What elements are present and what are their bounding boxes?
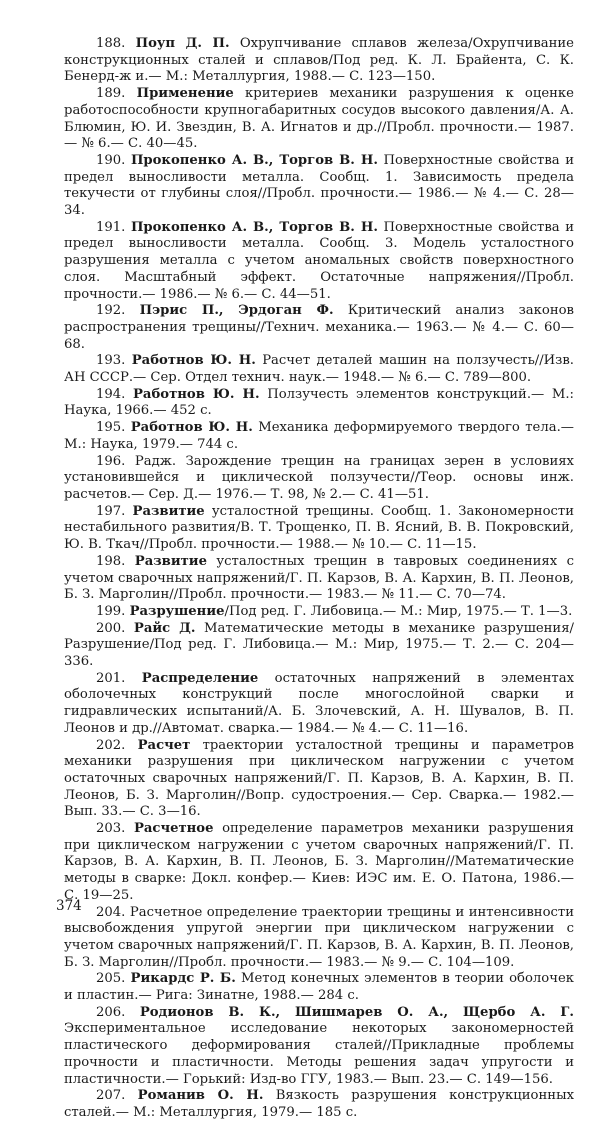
entry-text: Расчетное определение траектории трещины и интенсивности высвобождения упругой энергии при циклическом нагружении с учетом сварочных напряжений/Г. П. Карзов, В. А. Кархин, В. П. Леонов, Б. З. Марголин//Пробл. прочности.— 1983.— № 9.— С. 104—109. xyxy=(64,904,574,970)
entry-author: Райс Д. xyxy=(133,620,196,636)
page-number: 374 xyxy=(56,898,82,914)
entry-text: критериев механики разрушения к оценке работоспособности крупногабаритных сосудов высокого давления/А. А. Блюмин, Ю. И. Звездин, В. А. Игнатов и др.//Пробл. прочности.— 1987.— № 6.— С. 40—45. xyxy=(64,86,574,152)
entry-author: Прокопенко А. В., Торгов В. Н. xyxy=(130,152,378,168)
entry-number: 202. xyxy=(96,737,126,753)
reference-entry-189 xyxy=(64,86,574,153)
entry-author: Распределение xyxy=(141,670,259,686)
entry-author: Применение xyxy=(136,86,234,102)
entry-text: Охрупчивание сплавов железа/Охрупчивание конструкционных сталей и сплавов/Под ред. К. Л. Брайента, С. К. Бенерд-ж и.— М.: Металлургия, 1988.— С. 123—150. xyxy=(64,36,574,85)
entry-number: 201. xyxy=(96,670,126,686)
entry-number: 199. xyxy=(96,603,126,619)
reference-entry-196 xyxy=(64,454,574,504)
reference-entry-200 xyxy=(64,621,574,671)
entry-text: Расчет деталей машин на ползучесть//Изв. АН СССР.— Сер. Отдел технич. наук.— 1948.— № 6.— С. 789—800. xyxy=(64,353,574,386)
reference-entry-204 xyxy=(64,905,574,972)
entry-author: Рикардс Р. Б. xyxy=(130,971,236,987)
entry-number: 197. xyxy=(96,503,126,519)
entry-number: 189. xyxy=(96,86,126,102)
reference-entry-203 xyxy=(64,821,574,905)
entry-author: Расчетное xyxy=(133,821,214,837)
entry-text: Критический анализ законов распространения трещины//Технич. механика.— 1963.— № 4.— С. 60—68. xyxy=(64,303,574,352)
entry-text: Механика деформируемого твердого тела.— М.: Наука, 1979.— 744 с. xyxy=(64,420,574,452)
entry-author: Разрушение xyxy=(129,603,225,619)
reference-entry-192 xyxy=(64,303,574,353)
entry-number: 200. xyxy=(96,620,126,636)
entry-text: Поверхностные свойства и предел выносливости металла. Сообщ. 3. Модель усталостного разрушения металла с учетом аномальных свойств поверхностного слоя. Масштабный эффект. Остаточные напряжения//Пробл. прочности.— 1986.— № 6.— С. 44—51. xyxy=(64,219,574,302)
entry-author: Пэрис П., Эрдоган Ф. xyxy=(139,303,334,319)
reference-entry-191 xyxy=(64,220,574,304)
reference-entry-207 xyxy=(64,1088,574,1121)
entry-author: Работнов Ю. Н. xyxy=(131,353,256,369)
reference-entry-198 xyxy=(64,554,574,604)
reference-entry-199 xyxy=(64,604,574,621)
entry-number: 196. xyxy=(96,453,126,469)
entry-number: 191. xyxy=(96,219,126,235)
reference-entry-195 xyxy=(64,420,574,453)
entry-author: Родионов В. К., Шишмарев О. А., Щербо А. Г. xyxy=(139,1004,574,1020)
reference-entry-190 xyxy=(64,153,574,220)
reference-entry-202 xyxy=(64,738,574,822)
entry-author: Работнов Ю. Н. xyxy=(133,386,260,402)
entry-text: траектории усталостной трещины и параметров механики разрушения при циклическом нагружении с учетом остаточных сварочных напряжений/Г. П. Карзов, В. А. Кархин, В. П. Леонов, Б. З. Марголин//Вопр. судостроения.— Сер. Сварка.— 1982.— Вып. 33.— С. 3—16. xyxy=(64,737,574,820)
entry-number: 206. xyxy=(96,1004,126,1020)
reference-list xyxy=(64,36,574,1122)
entry-number: 188. xyxy=(96,36,126,51)
entry-number: 193. xyxy=(96,353,126,369)
reference-entry-206 xyxy=(64,1005,574,1089)
entry-text: Метод конечных элементов в теории оболочек и пластин.— Рига: Зинатне, 1988.— 284 с. xyxy=(64,971,575,1004)
entry-number: 205. xyxy=(96,971,126,987)
entry-text: Вязкость разрушения конструкционных сталей.— М.: Металлургия, 1979.— 185 с. xyxy=(64,1088,575,1120)
entry-author: Романив О. Н. xyxy=(137,1088,264,1104)
reference-entry-205 xyxy=(64,971,574,1004)
entry-text: остаточных напряжений в элементах оболочечных конструкций после многослойной сварки и гидравлических испытаний/А. Б. Злочевский, А. Н. Шувалов, В. П. Леонов и др.//Автомат. сварка.— 1984.— № 4.— С. 11—16. xyxy=(64,670,574,736)
reference-entry-193 xyxy=(64,353,574,386)
entry-number: 190. xyxy=(96,152,126,168)
entry-text: определение параметров механики разрушения при циклическом нагружении с учетом сварочных напряжений/Г. П. Карзов, В. А. Кархин, В. П. Леонов, Б. З. Марголин//Математические методы в сварке: Докл. конфер.— Киев: ИЭС им. Е. О. Патона, 1986.— С. 19—25. xyxy=(64,821,574,903)
entry-author: Развитие xyxy=(134,553,207,569)
reference-entry-201 xyxy=(64,671,574,738)
entry-author: Расчет xyxy=(137,737,191,753)
entry-author: Прокопенко А. В., Торгов В. Н. xyxy=(130,219,378,235)
entry-text: Поверхностные свойства и предел выносливости металла. Сообщ. 1. Зависимость предела текучести от глубины слоя//Пробл. прочности.— 1986.— № 4.— С. 28—34. xyxy=(64,152,574,219)
reference-entry-194 xyxy=(64,387,574,420)
entry-text: усталостных трещин в тавровых соединениях с учетом сварочных напряжений/Г. П. Карзов, В. А. Кархин, В. П. Леонов, Б. З. Марголин//Пробл. прочности.— 1983.— № 11.— С. 70—74. xyxy=(64,553,574,603)
entry-number: 198. xyxy=(96,553,126,569)
entry-author: Работнов Ю. Н. xyxy=(130,420,253,436)
reference-entry-188 xyxy=(64,36,574,86)
entry-number: 204. xyxy=(96,904,126,920)
entry-text: Математические методы в механике разрушения/Разрушение/Под ред. Г. Либовица.— М.: Мир, 1975.— Т. 2.— С. 204—336. xyxy=(64,620,574,670)
reference-entry-197 xyxy=(64,504,574,554)
entry-text: усталостной трещины. Сообщ. 1. Закономерности нестабильного развития/В. Т. Трощенко, П. В. Ясний, В. В. Покровский, Ю. В. Ткач//Пробл. прочности.— 1988.— № 10.— С. 11—15. xyxy=(64,503,574,553)
entry-author: Развитие xyxy=(132,503,205,519)
entry-number: 195. xyxy=(96,420,126,436)
entry-author: Поуп Д. П. xyxy=(135,36,230,51)
entry-text: Ползучесть элементов конструкций.— М.: Наука, 1966.— 452 с. xyxy=(64,386,574,419)
entry-text: /Под ред. Г. Либовица.— М.: Мир, 1975.— Т. 1—3. xyxy=(224,603,573,619)
entry-number: 203. xyxy=(96,821,126,837)
entry-number: 192. xyxy=(96,303,126,319)
entry-text: Экспериментальное исследование некоторых закономерностей пластического деформирования сталей//Прикладные проблемы прочности и пластичности. Методы решения задач упругости и пластичности.— Горький: Изд-во ГГУ, 1983.— Вып. 23.— С. 149—156. xyxy=(64,1021,574,1087)
entry-text: Радж. Зарождение трещин на границах зерен в условиях установившейся и циклической ползучести//Теор. основы инж. расчетов.— Сер. Д.— 1976.— Т. 98, № 2.— С. 41—51. xyxy=(64,453,574,502)
entry-number: 207. xyxy=(96,1088,126,1104)
entry-number: 194. xyxy=(96,386,126,402)
